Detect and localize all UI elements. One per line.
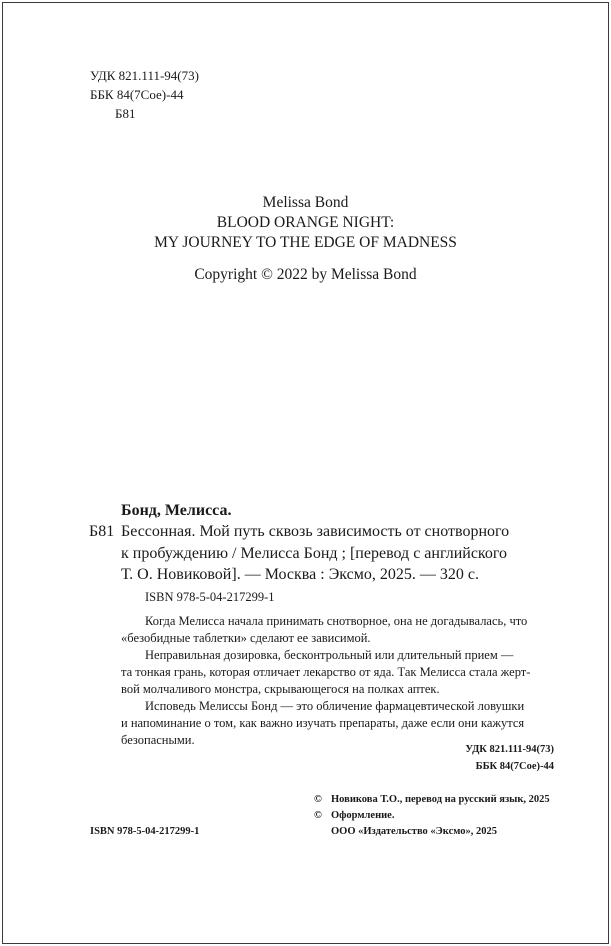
original-copyright: Copyright © 2022 by Melissa Bond — [194, 266, 417, 283]
catalog-bbk: ББК 84(7Сое)-44 — [475, 761, 554, 772]
copyright-symbol: © — [314, 810, 322, 821]
catalog-heading: Бонд, Мелисса. — [121, 502, 232, 519]
annotation-line: Исповедь Мелиссы Бонд — это обличение фармацевтической ловушки — [145, 699, 525, 713]
annotation-line: вой молчаливого монстра, скрывающегося на полках аптек. — [121, 682, 440, 696]
udk-index: УДК 821.111-94(73) — [90, 68, 199, 83]
copyright-translation — [314, 792, 550, 807]
publisher-credit: ООО «Издательство «Эксмо», 2025 — [331, 826, 498, 837]
catalog-desc-line1: Бессонная. Мой путь сквозь зависимость от снотворного — [121, 523, 510, 540]
translation-credit: Новикова Т.О., перевод на русский язык, 2025 — [331, 794, 550, 805]
copyright-symbol: © — [314, 794, 322, 805]
bbk-index: ББК 84(7Сое)-44 — [90, 87, 184, 102]
footer-isbn: ISBN 978-5-04-217299-1 — [90, 826, 200, 837]
annotation-line: и напоминание о том, как важно изучать препараты, даже если они кажутся — [121, 716, 525, 730]
design-credit: Оформление. — [331, 810, 395, 821]
copyright-design — [314, 808, 394, 823]
catalog-desc-line3: Т. О. Новиковой]. — Москва : Эксмо, 2025. — 320 с. — [121, 566, 479, 583]
catalog-isbn: ISBN 978-5-04-217299-1 — [145, 590, 275, 604]
annotation-line: Когда Мелисса начала принимать снотворное, она не догадывалась, что — [145, 614, 528, 628]
original-author: Melissa Bond — [262, 194, 349, 211]
annotation-line: безопасными. — [121, 733, 195, 747]
original-title-line1: BLOOD ORANGE NIGHT: — [216, 214, 395, 231]
author-sign: Б81 — [115, 106, 136, 121]
catalog-desc-line2: к пробуждению / Мелисса Бонд ; [перевод с английского — [121, 545, 508, 562]
catalog-udk: УДК 821.111-94(73) — [465, 744, 554, 755]
annotation-line: «безобидные таблетки» сделают ее зависимой. — [121, 631, 371, 645]
original-title-line2: MY JOURNEY TO THE EDGE OF MADNESS — [154, 234, 457, 251]
annotation-line: та тонкая грань, которая отличает лекарство от яда. Так Мелисса стала жерт- — [121, 665, 531, 679]
catalog-code: Б81 — [89, 523, 115, 540]
annotation-line: Неправильная дозировка, бесконтрольный или длительный прием — — [145, 648, 514, 662]
